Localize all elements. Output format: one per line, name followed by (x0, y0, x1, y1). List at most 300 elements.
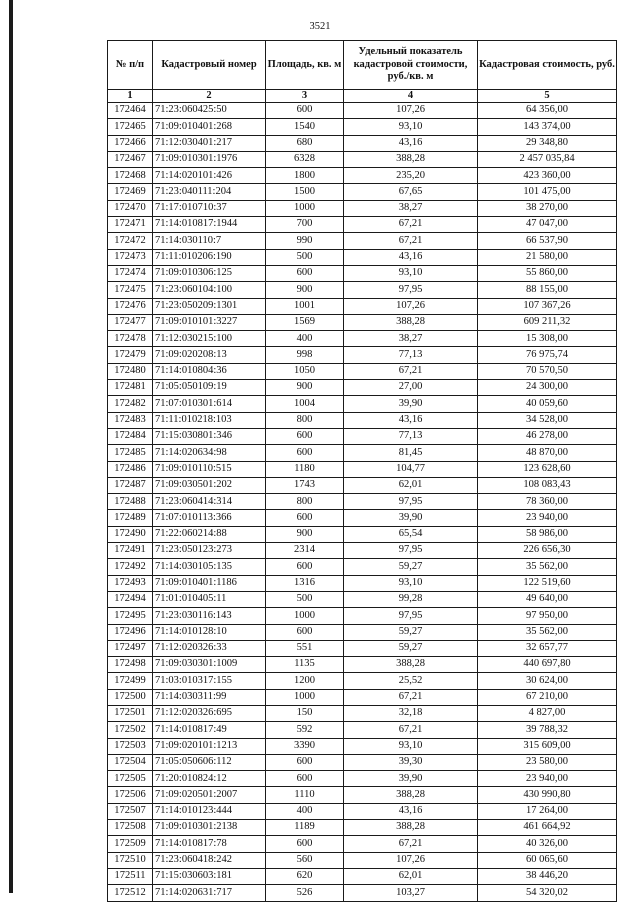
table-row (108, 868, 617, 884)
row-number-cell: 172469 (108, 184, 153, 200)
cadastral-number-cell: 71:12:030401:217 (153, 135, 266, 151)
area-cell: 1540 (266, 119, 344, 135)
table-row (108, 151, 617, 167)
cadastral-number-cell: 71:11:010206:190 (153, 249, 266, 265)
row-number-cell: 172485 (108, 445, 153, 461)
specific-value-cell: 93,10 (344, 738, 478, 754)
specific-value-cell: 81,45 (344, 445, 478, 461)
cadastral-value-cell: 60 065,60 (478, 852, 617, 868)
area-cell: 1050 (266, 363, 344, 379)
cadastral-number-cell: 71:09:030501:202 (153, 477, 266, 493)
area-cell: 551 (266, 640, 344, 656)
table-row (108, 477, 617, 493)
cadastral-value-cell: 67 210,00 (478, 689, 617, 705)
area-cell: 1743 (266, 477, 344, 493)
area-cell: 990 (266, 233, 344, 249)
row-number-cell: 172475 (108, 282, 153, 298)
specific-value-cell: 67,21 (344, 363, 478, 379)
area-cell: 800 (266, 494, 344, 510)
table-row (108, 494, 617, 510)
row-number-cell: 172489 (108, 510, 153, 526)
cadastral-number-cell: 71:01:010405:11 (153, 591, 266, 607)
specific-value-cell: 38,27 (344, 200, 478, 216)
area-cell: 998 (266, 347, 344, 363)
row-number-cell: 172466 (108, 135, 153, 151)
table-row (108, 119, 617, 135)
table-row (108, 771, 617, 787)
specific-value-cell: 43,16 (344, 412, 478, 428)
specific-value-cell: 388,28 (344, 151, 478, 167)
row-number-cell: 172484 (108, 428, 153, 444)
table-row (108, 526, 617, 542)
column-number-row (108, 90, 617, 103)
specific-value-cell: 77,13 (344, 347, 478, 363)
area-cell: 500 (266, 591, 344, 607)
cadastral-number-cell: 71:09:010306:125 (153, 265, 266, 281)
row-number-cell: 172491 (108, 543, 153, 559)
row-number-cell: 172500 (108, 689, 153, 705)
cadastral-value-cell: 226 656,30 (478, 543, 617, 559)
specific-value-cell: 97,95 (344, 282, 478, 298)
cadastral-value-cell: 430 990,80 (478, 787, 617, 803)
cadastral-number-cell: 71:09:010301:1976 (153, 151, 266, 167)
specific-value-cell: 93,10 (344, 575, 478, 591)
cadastral-number-cell: 71:11:010218:103 (153, 412, 266, 428)
table-row (108, 510, 617, 526)
area-cell: 900 (266, 526, 344, 542)
specific-value-cell: 39,90 (344, 771, 478, 787)
area-cell: 1000 (266, 200, 344, 216)
row-number-cell: 172473 (108, 249, 153, 265)
area-cell: 1200 (266, 673, 344, 689)
cadastral-number-cell: 71:23:060418:242 (153, 852, 266, 868)
specific-value-cell: 107,26 (344, 298, 478, 314)
row-number-cell: 172507 (108, 803, 153, 819)
table-row (108, 168, 617, 184)
cadastral-number-cell: 71:23:060414:314 (153, 494, 266, 510)
specific-value-cell: 32,18 (344, 705, 478, 721)
cadastral-number-cell: 71:14:010817:1944 (153, 217, 266, 233)
cadastral-number-cell: 71:22:060214:88 (153, 526, 266, 542)
cadastral-number-cell: 71:14:010817:78 (153, 836, 266, 852)
table-row (108, 575, 617, 591)
header-cadastral-number: Кадастровый номер (153, 41, 266, 90)
area-cell: 526 (266, 885, 344, 901)
cadastral-value-cell: 76 975,74 (478, 347, 617, 363)
table-row (108, 445, 617, 461)
table-row (108, 673, 617, 689)
row-number-cell: 172482 (108, 396, 153, 412)
page-number: 3521 (309, 21, 331, 32)
table-row (108, 265, 617, 281)
area-cell: 592 (266, 722, 344, 738)
cadastral-value-cell: 34 528,00 (478, 412, 617, 428)
cadastral-number-cell: 71:15:030801:346 (153, 428, 266, 444)
table-row (108, 249, 617, 265)
area-cell: 1004 (266, 396, 344, 412)
column-number: 1 (108, 90, 153, 103)
table-row (108, 885, 617, 901)
area-cell: 600 (266, 624, 344, 640)
area-cell: 1135 (266, 657, 344, 673)
row-number-cell: 172470 (108, 200, 153, 216)
column-number: 4 (344, 90, 478, 103)
row-number-cell: 172502 (108, 722, 153, 738)
area-cell: 600 (266, 103, 344, 119)
table-body (108, 103, 617, 902)
row-number-cell: 172495 (108, 608, 153, 624)
specific-value-cell: 59,27 (344, 640, 478, 656)
area-cell: 600 (266, 428, 344, 444)
cadastral-number-cell: 71:03:010317:155 (153, 673, 266, 689)
area-cell: 1800 (266, 168, 344, 184)
area-cell: 3390 (266, 738, 344, 754)
table-row (108, 852, 617, 868)
cadastral-value-cell: 64 356,00 (478, 103, 617, 119)
specific-value-cell: 39,90 (344, 510, 478, 526)
table-row (108, 836, 617, 852)
header-row-number: № п/п (108, 41, 153, 90)
cadastral-value-cell: 49 640,00 (478, 591, 617, 607)
area-cell: 1180 (266, 461, 344, 477)
cadastral-value-cell: 48 870,00 (478, 445, 617, 461)
table-row (108, 428, 617, 444)
cadastral-number-cell: 71:14:020634:98 (153, 445, 266, 461)
cadastral-value-cell: 58 986,00 (478, 526, 617, 542)
cadastral-value-cell: 88 155,00 (478, 282, 617, 298)
specific-value-cell: 77,13 (344, 428, 478, 444)
table-row (108, 217, 617, 233)
specific-value-cell: 103,27 (344, 885, 478, 901)
specific-value-cell: 67,21 (344, 836, 478, 852)
table-row (108, 184, 617, 200)
table-row (108, 233, 617, 249)
area-cell: 600 (266, 754, 344, 770)
cadastral-value-cell: 423 360,00 (478, 168, 617, 184)
row-number-cell: 172508 (108, 820, 153, 836)
specific-value-cell: 25,52 (344, 673, 478, 689)
row-number-cell: 172488 (108, 494, 153, 510)
area-cell: 1000 (266, 608, 344, 624)
specific-value-cell: 97,95 (344, 543, 478, 559)
column-number: 2 (153, 90, 266, 103)
row-number-cell: 172510 (108, 852, 153, 868)
row-number-cell: 172472 (108, 233, 153, 249)
binding-edge-bar (9, 0, 13, 893)
table-row (108, 559, 617, 575)
specific-value-cell: 43,16 (344, 249, 478, 265)
area-cell: 400 (266, 803, 344, 819)
specific-value-cell: 388,28 (344, 820, 478, 836)
row-number-cell: 172481 (108, 380, 153, 396)
cadastral-number-cell: 71:09:010101:3227 (153, 314, 266, 330)
cadastral-value-cell: 609 211,32 (478, 314, 617, 330)
cadastral-value-cell: 461 664,92 (478, 820, 617, 836)
area-cell: 560 (266, 852, 344, 868)
cadastral-number-cell: 71:17:010710:37 (153, 200, 266, 216)
specific-value-cell: 107,26 (344, 103, 478, 119)
table-row (108, 412, 617, 428)
cadastral-number-cell: 71:23:060425:50 (153, 103, 266, 119)
cadastral-value-cell: 23 940,00 (478, 771, 617, 787)
table-row (108, 461, 617, 477)
cadastral-value-cell: 24 300,00 (478, 380, 617, 396)
table-row (108, 705, 617, 721)
row-number-cell: 172474 (108, 265, 153, 281)
area-cell: 680 (266, 135, 344, 151)
row-number-cell: 172480 (108, 363, 153, 379)
cadastral-value-cell: 23 940,00 (478, 510, 617, 526)
cadastral-value-cell: 97 950,00 (478, 608, 617, 624)
column-number: 3 (266, 90, 344, 103)
cadastral-value-cell: 32 657,77 (478, 640, 617, 656)
cadastral-value-cell: 35 562,00 (478, 624, 617, 640)
table-row (108, 820, 617, 836)
cadastral-number-cell: 71:14:020631:717 (153, 885, 266, 901)
row-number-cell: 172467 (108, 151, 153, 167)
area-cell: 2314 (266, 543, 344, 559)
table-row (108, 543, 617, 559)
cadastral-number-cell: 71:23:040111:204 (153, 184, 266, 200)
table-row (108, 282, 617, 298)
table-header-row (108, 41, 617, 90)
cadastral-value-cell: 440 697,80 (478, 657, 617, 673)
cadastral-number-cell: 71:09:010401:1186 (153, 575, 266, 591)
cadastral-number-cell: 71:14:010128:10 (153, 624, 266, 640)
cadastral-value-cell: 38 270,00 (478, 200, 617, 216)
area-cell: 900 (266, 380, 344, 396)
cadastral-number-cell: 71:23:050209:1301 (153, 298, 266, 314)
area-cell: 900 (266, 282, 344, 298)
cadastral-value-cell: 315 609,00 (478, 738, 617, 754)
specific-value-cell: 107,26 (344, 852, 478, 868)
area-cell: 150 (266, 705, 344, 721)
area-cell: 600 (266, 836, 344, 852)
row-number-cell: 172478 (108, 331, 153, 347)
cadastral-value-cell: 122 519,60 (478, 575, 617, 591)
specific-value-cell: 388,28 (344, 787, 478, 803)
area-cell: 1569 (266, 314, 344, 330)
cadastral-value-cell: 23 580,00 (478, 754, 617, 770)
header-area: Площадь, кв. м (266, 41, 344, 90)
specific-value-cell: 93,10 (344, 119, 478, 135)
specific-value-cell: 97,95 (344, 494, 478, 510)
specific-value-cell: 97,95 (344, 608, 478, 624)
row-number-cell: 172471 (108, 217, 153, 233)
cadastral-value-cell: 107 367,26 (478, 298, 617, 314)
cadastral-value-cell: 29 348,80 (478, 135, 617, 151)
cadastral-number-cell: 71:09:020208:13 (153, 347, 266, 363)
area-cell: 700 (266, 217, 344, 233)
row-number-cell: 172479 (108, 347, 153, 363)
area-cell: 1500 (266, 184, 344, 200)
specific-value-cell: 62,01 (344, 477, 478, 493)
cadastral-number-cell: 71:14:010817:49 (153, 722, 266, 738)
specific-value-cell: 27,00 (344, 380, 478, 396)
cadastral-value-cell: 55 860,00 (478, 265, 617, 281)
cadastral-value-cell: 17 264,00 (478, 803, 617, 819)
area-cell: 500 (266, 249, 344, 265)
row-number-cell: 172477 (108, 314, 153, 330)
area-cell: 1316 (266, 575, 344, 591)
specific-value-cell: 59,27 (344, 624, 478, 640)
row-number-cell: 172486 (108, 461, 153, 477)
cadastral-number-cell: 71:05:050109:19 (153, 380, 266, 396)
cadastral-value-cell: 78 360,00 (478, 494, 617, 510)
row-number-cell: 172497 (108, 640, 153, 656)
cadastral-value-cell: 123 628,60 (478, 461, 617, 477)
row-number-cell: 172492 (108, 559, 153, 575)
row-number-cell: 172464 (108, 103, 153, 119)
row-number-cell: 172498 (108, 657, 153, 673)
row-number-cell: 172465 (108, 119, 153, 135)
cadastral-number-cell: 71:09:020501:2007 (153, 787, 266, 803)
specific-value-cell: 235,20 (344, 168, 478, 184)
cadastral-number-cell: 71:23:050123:273 (153, 543, 266, 559)
cadastral-number-cell: 71:05:050606:112 (153, 754, 266, 770)
cadastral-value-cell: 40 059,60 (478, 396, 617, 412)
cadastral-number-cell: 71:14:030110:7 (153, 233, 266, 249)
cadastral-number-cell: 71:14:030311:99 (153, 689, 266, 705)
table-row (108, 363, 617, 379)
cadastral-number-cell: 71:15:030603:181 (153, 868, 266, 884)
area-cell: 1110 (266, 787, 344, 803)
cadastral-number-cell: 71:14:010123:444 (153, 803, 266, 819)
table-row (108, 103, 617, 119)
row-number-cell: 172512 (108, 885, 153, 901)
cadastral-number-cell: 71:14:030105:135 (153, 559, 266, 575)
header-cadastral-value: Кадастровая стоимость, руб. (478, 41, 617, 90)
cadastral-number-cell: 71:20:010824:12 (153, 771, 266, 787)
cadastral-number-cell: 71:09:030301:1009 (153, 657, 266, 673)
row-number-cell: 172468 (108, 168, 153, 184)
table-row (108, 200, 617, 216)
cadastral-value-cell: 54 320,02 (478, 885, 617, 901)
cadastral-number-cell: 71:23:030116:143 (153, 608, 266, 624)
specific-value-cell: 67,21 (344, 217, 478, 233)
specific-value-cell: 38,27 (344, 331, 478, 347)
area-cell: 600 (266, 771, 344, 787)
cadastral-value-cell: 38 446,20 (478, 868, 617, 884)
specific-value-cell: 99,28 (344, 591, 478, 607)
row-number-cell: 172506 (108, 787, 153, 803)
specific-value-cell: 39,90 (344, 396, 478, 412)
cadastral-number-cell: 71:14:020101:426 (153, 168, 266, 184)
cadastral-value-cell: 143 374,00 (478, 119, 617, 135)
specific-value-cell: 67,21 (344, 722, 478, 738)
row-number-cell: 172483 (108, 412, 153, 428)
table-row (108, 657, 617, 673)
table-row (108, 640, 617, 656)
specific-value-cell: 59,27 (344, 559, 478, 575)
cadastral-value-cell: 15 308,00 (478, 331, 617, 347)
table-row (108, 608, 617, 624)
row-number-cell: 172503 (108, 738, 153, 754)
row-number-cell: 172505 (108, 771, 153, 787)
specific-value-cell: 39,30 (344, 754, 478, 770)
specific-value-cell: 93,10 (344, 265, 478, 281)
cadastral-value-cell: 39 788,32 (478, 722, 617, 738)
cadastral-number-cell: 71:09:010401:268 (153, 119, 266, 135)
cadastral-number-cell: 71:12:020326:33 (153, 640, 266, 656)
cadastral-value-cell: 70 570,50 (478, 363, 617, 379)
table-row (108, 689, 617, 705)
table-row (108, 803, 617, 819)
table-row (108, 135, 617, 151)
cadastral-number-cell: 71:07:010113:366 (153, 510, 266, 526)
cadastral-number-cell: 71:23:060104:100 (153, 282, 266, 298)
specific-value-cell: 43,16 (344, 135, 478, 151)
cadastral-number-cell: 71:14:010804:36 (153, 363, 266, 379)
area-cell: 600 (266, 510, 344, 526)
table-row (108, 314, 617, 330)
cadastral-number-cell: 71:12:030215:100 (153, 331, 266, 347)
row-number-cell: 172509 (108, 836, 153, 852)
cadastral-number-cell: 71:07:010301:614 (153, 396, 266, 412)
table-row (108, 298, 617, 314)
area-cell: 1001 (266, 298, 344, 314)
row-number-cell: 172493 (108, 575, 153, 591)
area-cell: 620 (266, 868, 344, 884)
row-number-cell: 172494 (108, 591, 153, 607)
column-number: 5 (478, 90, 617, 103)
area-cell: 600 (266, 559, 344, 575)
specific-value-cell: 388,28 (344, 657, 478, 673)
cadastral-value-cell: 21 580,00 (478, 249, 617, 265)
table-row (108, 624, 617, 640)
area-cell: 1189 (266, 820, 344, 836)
area-cell: 6328 (266, 151, 344, 167)
specific-value-cell: 62,01 (344, 868, 478, 884)
cadastral-value-cell: 108 083,43 (478, 477, 617, 493)
specific-value-cell: 65,54 (344, 526, 478, 542)
area-cell: 1000 (266, 689, 344, 705)
specific-value-cell: 67,65 (344, 184, 478, 200)
row-number-cell: 172511 (108, 868, 153, 884)
cadastral-value-cell: 66 537,90 (478, 233, 617, 249)
cadastral-value-cell: 35 562,00 (478, 559, 617, 575)
cadastral-number-cell: 71:09:020101:1213 (153, 738, 266, 754)
row-number-cell: 172487 (108, 477, 153, 493)
row-number-cell: 172496 (108, 624, 153, 640)
table-row (108, 754, 617, 770)
table-row (108, 331, 617, 347)
cadastral-value-cell: 2 457 035,84 (478, 151, 617, 167)
table-row (108, 347, 617, 363)
row-number-cell: 172499 (108, 673, 153, 689)
row-number-cell: 172501 (108, 705, 153, 721)
table-row (108, 591, 617, 607)
table-row (108, 396, 617, 412)
cadastral-number-cell: 71:12:020326:695 (153, 705, 266, 721)
area-cell: 600 (266, 445, 344, 461)
row-number-cell: 172476 (108, 298, 153, 314)
area-cell: 800 (266, 412, 344, 428)
cadastral-value-cell: 46 278,00 (478, 428, 617, 444)
cadastral-number-cell: 71:09:010301:2138 (153, 820, 266, 836)
header-specific-value: Удельный показатель кадастровой стоимости, руб./кв. м (344, 41, 478, 90)
cadastral-value-cell: 4 827,00 (478, 705, 617, 721)
area-cell: 400 (266, 331, 344, 347)
area-cell: 600 (266, 265, 344, 281)
row-number-cell: 172490 (108, 526, 153, 542)
row-number-cell: 172504 (108, 754, 153, 770)
cadastral-value-cell: 30 624,00 (478, 673, 617, 689)
cadastral-value-cell: 47 047,00 (478, 217, 617, 233)
table-row (108, 380, 617, 396)
table-row (108, 787, 617, 803)
cadastral-value-table (107, 40, 617, 902)
